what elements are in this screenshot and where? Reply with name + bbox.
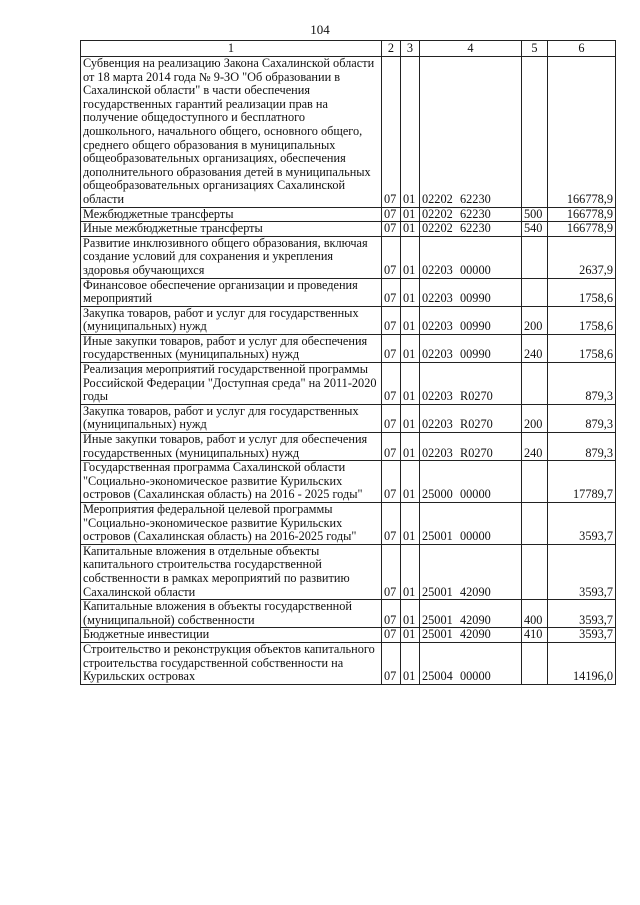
row-section-code: 07 [382, 461, 401, 503]
header-col-6: 6 [548, 41, 616, 57]
row-target-article [420, 222, 522, 237]
row-amount: 879,3 [548, 404, 616, 432]
table-row [81, 222, 616, 237]
row-section-code: 07 [382, 278, 401, 306]
row-expense-type [522, 363, 548, 405]
row-section-code: 07 [382, 236, 401, 278]
row-description: Строительство и реконструкция объектов капитального строительства государственной собственности на Курильских островах [81, 642, 382, 684]
row-target-article [420, 461, 522, 503]
row-amount: 879,3 [548, 433, 616, 461]
row-direction-code: 42090 [460, 612, 491, 627]
row-amount: 1758,6 [548, 278, 616, 306]
row-amount: 166778,9 [548, 207, 616, 222]
row-direction-code: 42090 [460, 627, 491, 642]
row-subsection-code: 01 [401, 236, 420, 278]
row-description: Капитальные вложения в отдельные объекты капитального строительства государственной собственности в рамках мероприятий по развитию Сахалинской области [81, 544, 382, 599]
row-section-code: 07 [382, 222, 401, 237]
row-description: Мероприятия федеральной целевой программы "Социально-экономическое развитие Курильских островов (Сахалинская область) на 2016-2025 годы" [81, 503, 382, 545]
table-row [81, 600, 616, 628]
row-target-article [420, 642, 522, 684]
table-row [81, 433, 616, 461]
row-program-code: 02203 [422, 445, 453, 460]
row-target-article [420, 433, 522, 461]
row-target-article [420, 628, 522, 643]
row-target-article [420, 404, 522, 432]
table-row [81, 306, 616, 334]
row-target-article [420, 306, 522, 334]
row-amount: 3593,7 [548, 600, 616, 628]
row-program-code: 02203 [422, 389, 453, 404]
table-row [81, 278, 616, 306]
row-subsection-code: 01 [401, 433, 420, 461]
row-subsection-code: 01 [401, 628, 420, 643]
row-direction-code: 62230 [460, 221, 491, 236]
row-expense-type: 400 [522, 600, 548, 628]
row-section-code: 07 [382, 404, 401, 432]
row-program-code: 02203 [422, 291, 453, 306]
row-section-code: 07 [382, 334, 401, 362]
row-expense-type [522, 278, 548, 306]
row-amount: 879,3 [548, 363, 616, 405]
header-col-5: 5 [522, 41, 548, 57]
row-program-code: 02203 [422, 319, 453, 334]
table-row [81, 207, 616, 222]
row-section-code: 07 [382, 544, 401, 599]
row-subsection-code: 01 [401, 642, 420, 684]
row-subsection-code: 01 [401, 278, 420, 306]
row-subsection-code: 01 [401, 306, 420, 334]
row-expense-type: 240 [522, 334, 548, 362]
header-col-2: 2 [382, 41, 401, 57]
row-subsection-code: 01 [401, 461, 420, 503]
row-section-code: 07 [382, 628, 401, 643]
header-col-1: 1 [81, 41, 382, 57]
row-description: Государственная программа Сахалинской области "Социально-экономическое развитие Курильских островов (Сахалинская область) на 2016 - 2025 годы" [81, 461, 382, 503]
table-row [81, 334, 616, 362]
row-expense-type: 540 [522, 222, 548, 237]
row-program-code: 25004 [422, 669, 453, 684]
row-description: Реализация мероприятий государственной программы Российской Федерации "Доступная среда" на 2011-2020 годы [81, 363, 382, 405]
table-row [81, 363, 616, 405]
row-amount: 2637,9 [548, 236, 616, 278]
row-direction-code: 00990 [460, 347, 491, 362]
row-target-article [420, 278, 522, 306]
row-section-code: 07 [382, 363, 401, 405]
table-row [81, 642, 616, 684]
row-description: Субвенция на реализацию Закона Сахалинской области от 18 марта 2014 года № 9-ЗО "Об образовании в Сахалинской области" в части обеспечения государственных гарантий реализации прав на получение общедоступного и бесплатного дошкольного, начального общего, основного общего, среднего общего образования в муниципальных общеобразовательных организациях, обеспечения дополнительного образования детей в муниципальных общеобразовательных организациях Сахалинской области [81, 57, 382, 208]
row-section-code: 07 [382, 503, 401, 545]
row-subsection-code: 01 [401, 222, 420, 237]
page-number: 104 [310, 22, 330, 37]
row-direction-code: 00990 [460, 291, 491, 306]
row-program-code: 25001 [422, 627, 453, 642]
row-expense-type: 200 [522, 404, 548, 432]
header-col-3: 3 [401, 41, 420, 57]
row-program-code: 02202 [422, 191, 453, 206]
row-program-code: 02203 [422, 347, 453, 362]
row-program-code: 02203 [422, 262, 453, 277]
row-target-article [420, 363, 522, 405]
row-direction-code: 00990 [460, 319, 491, 334]
row-amount: 3593,7 [548, 628, 616, 643]
row-description: Иные закупки товаров, работ и услуг для обеспечения государственных (муниципальных) нужд [81, 433, 382, 461]
row-subsection-code: 01 [401, 503, 420, 545]
header-col-4: 4 [420, 41, 522, 57]
row-amount: 166778,9 [548, 222, 616, 237]
row-direction-code: 00000 [460, 487, 491, 502]
row-direction-code: 62230 [460, 207, 491, 221]
row-amount: 166778,9 [548, 57, 616, 208]
table-body [81, 57, 616, 685]
row-expense-type: 200 [522, 306, 548, 334]
row-amount: 1758,6 [548, 334, 616, 362]
row-program-code: 02202 [422, 221, 453, 236]
row-section-code: 07 [382, 433, 401, 461]
row-program-code: 02203 [422, 417, 453, 432]
row-expense-type: 500 [522, 207, 548, 222]
row-description: Бюджетные инвестиции [81, 628, 382, 643]
row-program-code: 25000 [422, 487, 453, 502]
row-target-article [420, 207, 522, 222]
row-subsection-code: 01 [401, 544, 420, 599]
row-subsection-code: 01 [401, 363, 420, 405]
row-direction-code: R0270 [460, 417, 493, 432]
row-section-code: 07 [382, 306, 401, 334]
row-target-article [420, 544, 522, 599]
row-target-article [420, 236, 522, 278]
row-amount: 3593,7 [548, 503, 616, 545]
row-expense-type [522, 642, 548, 684]
row-section-code: 07 [382, 207, 401, 222]
table-row [81, 628, 616, 643]
row-target-article [420, 334, 522, 362]
row-program-code: 25001 [422, 584, 453, 599]
row-description: Иные закупки товаров, работ и услуг для обеспечения государственных (муниципальных) нужд [81, 334, 382, 362]
row-subsection-code: 01 [401, 57, 420, 208]
row-amount: 14196,0 [548, 642, 616, 684]
budget-table [80, 40, 616, 685]
row-program-code: 25001 [422, 612, 453, 627]
row-subsection-code: 01 [401, 207, 420, 222]
row-expense-type [522, 461, 548, 503]
row-amount: 3593,7 [548, 544, 616, 599]
row-section-code: 07 [382, 600, 401, 628]
row-section-code: 07 [382, 642, 401, 684]
row-expense-type [522, 236, 548, 278]
row-direction-code: 00000 [460, 529, 491, 544]
row-expense-type [522, 57, 548, 208]
row-direction-code: 00000 [460, 262, 491, 277]
row-section-code: 07 [382, 57, 401, 208]
table-row [81, 404, 616, 432]
row-direction-code: R0270 [460, 445, 493, 460]
row-description: Развитие инклюзивного общего образования, включая создание условий для сохранения и укрепления здоровья обучающихся [81, 236, 382, 278]
row-direction-code: 42090 [460, 584, 491, 599]
row-amount: 17789,7 [548, 461, 616, 503]
row-description: Закупка товаров, работ и услуг для государственных (муниципальных) нужд [81, 306, 382, 334]
row-target-article [420, 57, 522, 208]
row-direction-code: 62230 [460, 191, 491, 206]
row-program-code: 25001 [422, 529, 453, 544]
table-row [81, 461, 616, 503]
row-expense-type [522, 503, 548, 545]
row-subsection-code: 01 [401, 334, 420, 362]
row-direction-code: R0270 [460, 389, 493, 404]
table-row [81, 503, 616, 545]
row-subsection-code: 01 [401, 600, 420, 628]
row-expense-type [522, 544, 548, 599]
row-description: Финансовое обеспечение организации и проведения мероприятий [81, 278, 382, 306]
row-amount: 1758,6 [548, 306, 616, 334]
row-expense-type: 240 [522, 433, 548, 461]
row-target-article [420, 503, 522, 545]
row-description: Капитальные вложения в объекты государственной (муниципальной) собственности [81, 600, 382, 628]
row-subsection-code: 01 [401, 404, 420, 432]
row-program-code: 02202 [422, 207, 453, 221]
table-row [81, 236, 616, 278]
row-target-article [420, 600, 522, 628]
table-header-row [81, 41, 616, 57]
table-row [81, 544, 616, 599]
row-expense-type: 410 [522, 628, 548, 643]
table-row [81, 57, 616, 208]
row-description: Межбюджетные трансферты [81, 207, 382, 222]
row-description: Иные межбюджетные трансферты [81, 222, 382, 237]
row-direction-code: 00000 [460, 669, 491, 684]
row-description: Закупка товаров, работ и услуг для государственных (муниципальных) нужд [81, 404, 382, 432]
